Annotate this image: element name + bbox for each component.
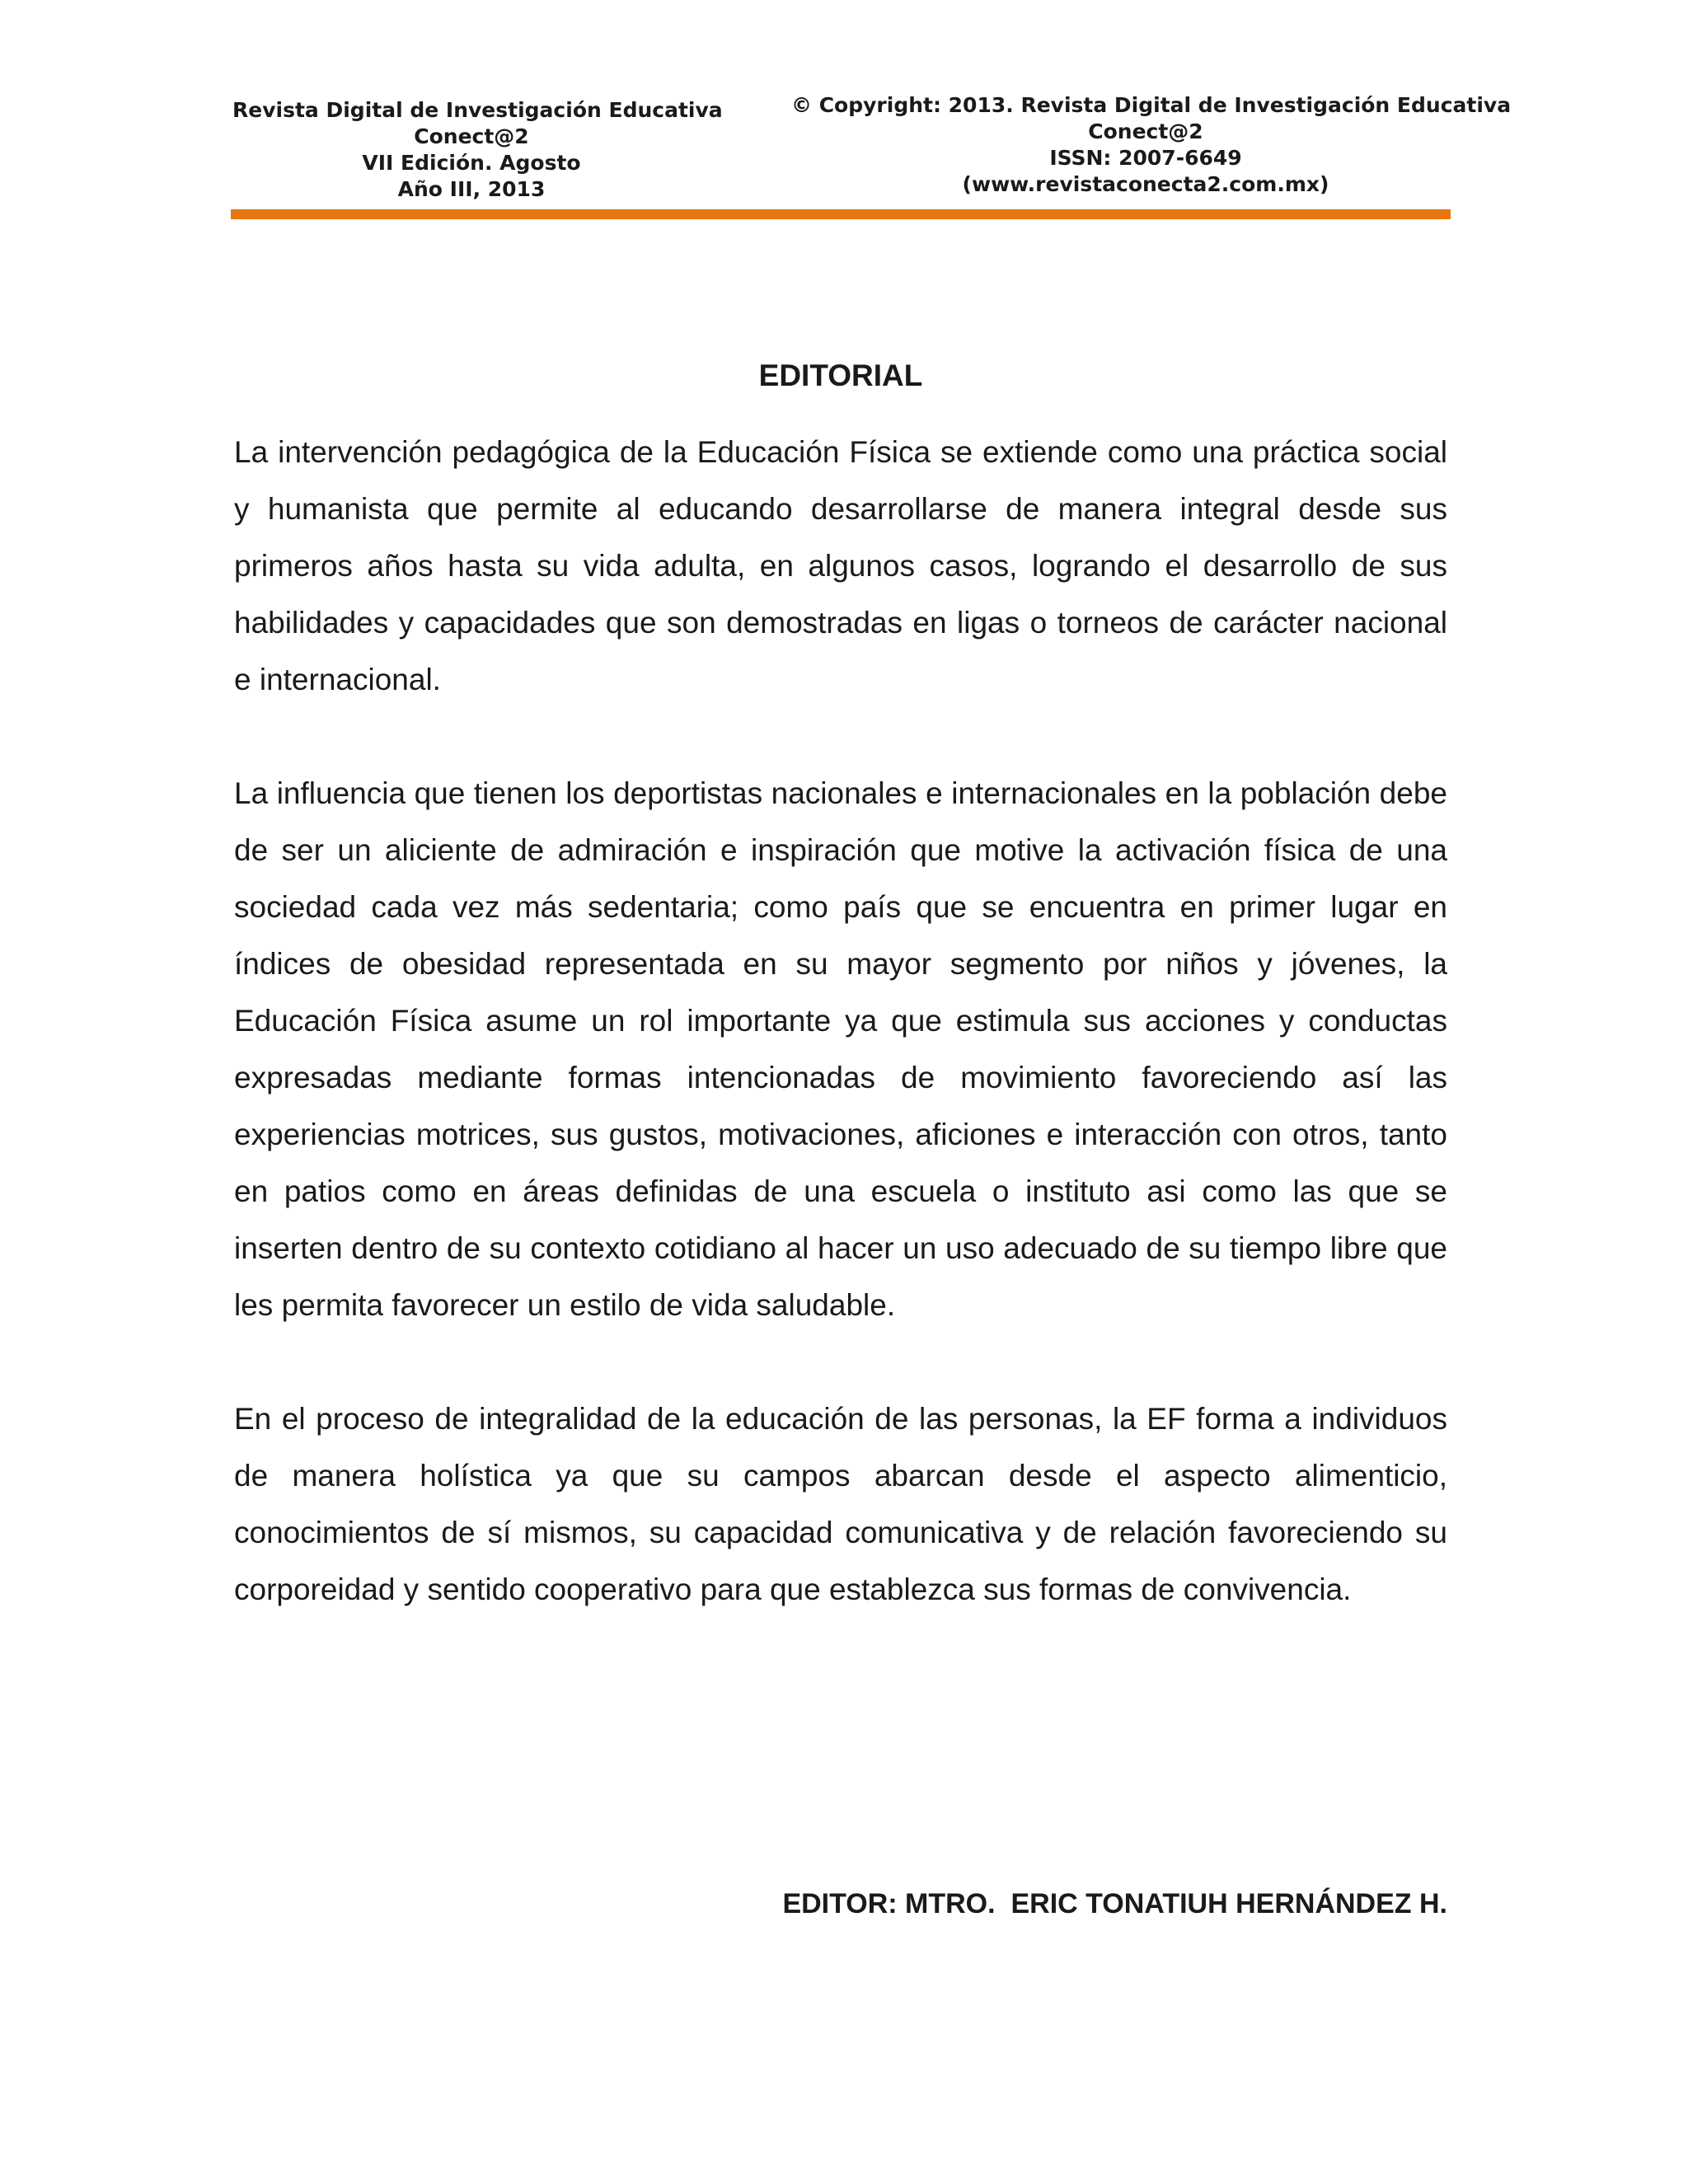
paragraph-2: La influencia que tienen los deportistas nacionales e internacionales en la población debe de ser un aliciente de admiración e inspiración que motive la activación física de una sociedad cada vez más sedentaria; como país que se encuentra en primer lugar en índices de obesidad representada en su mayor segmento por niños y jóvenes, la Educación Física asume un rol importante ya que estimula sus acciones y conductas expresadas mediante formas intencionadas de movimiento favoreciendo así las experiencias motrices, sus gustos, motivaciones, aficiones e interacción con otros, tanto en patios como en áreas definidas de una escuela o instituto asi como las que se inserten dentro de su contexto cotidiano al hacer un uso adecuado de su tiempo libre que les permita favorecer un estilo de vida saludable. xyxy=(234,776,1447,1322)
copyright-journal-name: Conect@2 xyxy=(1088,120,1203,143)
issn: ISSN: 2007-6649 xyxy=(1049,146,1242,170)
journal-short-name: Conect@2 xyxy=(414,124,529,148)
journal-name: Revista Digital de Investigación Educativa xyxy=(232,98,723,122)
paragraph-3: En el proceso de integralidad de la educación de las personas, la EF forma a individuos de manera holística ya que su campos abarcan desde el aspecto alimenticio, conocimientos de sí mismos, su capacidad comunicativa y de relación favoreciendo su corporeidad y sentido cooperativo para que establezca sus formas de convivencia. xyxy=(234,1402,1447,1606)
website-url: (www.revistaconecta2.com.mx) xyxy=(962,172,1329,196)
journal-info-header xyxy=(232,97,723,203)
paragraph-1: La intervención pedagógica de la Educación Física se extiende como una práctica social y humanista que permite al educando desarrollarse de manera integral desde sus primeros años hasta su vida adulta, en algunos casos, logrando el desarrollo de sus habilidades y capacidades que son demostradas en ligas o torneos de carácter nacional e internacional. xyxy=(234,435,1447,696)
year-info: Año III, 2013 xyxy=(397,177,546,201)
edition-info: VII Edición. Agosto xyxy=(362,151,581,175)
copyright-header xyxy=(791,92,1512,198)
editor-signature: EDITOR: MTRO. ERIC TONATIUH HERNÁNDEZ H. xyxy=(782,1888,1447,1919)
article-body xyxy=(234,424,1447,1675)
copyright-notice: © Copyright: 2013. Revista Digital de Investigación Educativa xyxy=(791,93,1512,117)
header-divider xyxy=(231,209,1451,219)
page-title: EDITORIAL xyxy=(758,359,923,392)
